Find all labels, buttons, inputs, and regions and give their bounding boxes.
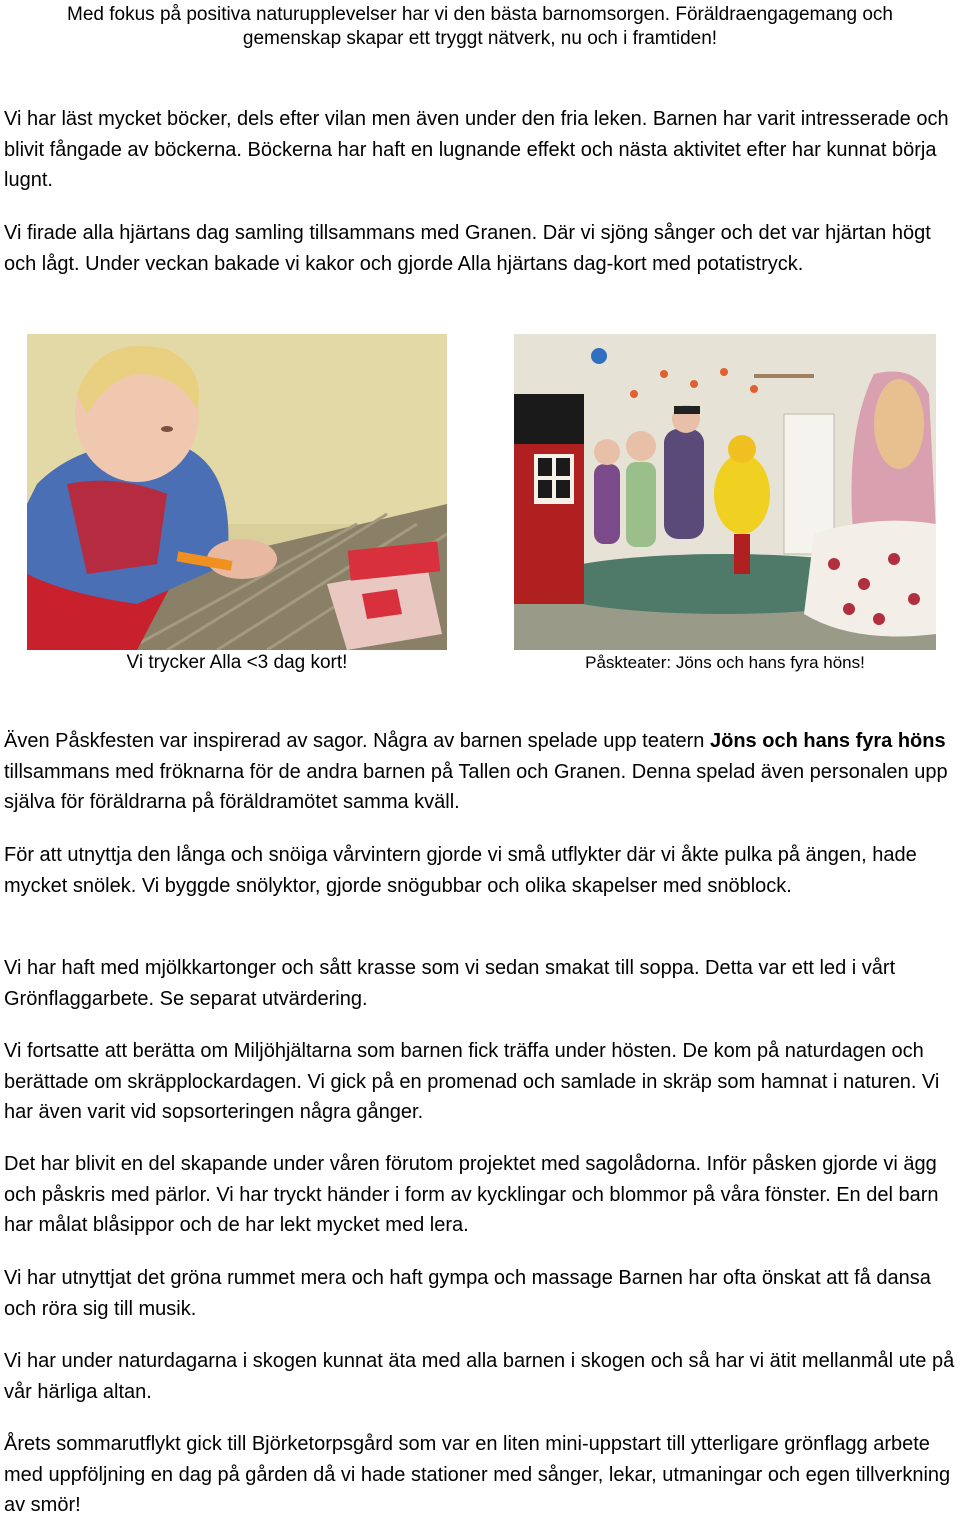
paragraph-summer-trip: Årets sommarutflykt gick till Björketorpsgård som var en liten mini-uppstart till ytterligare grönflagg arbete med uppföljning en dag på gården då vi hade stationer med sånger, lekar, utmaningar och egen tillverkning av smör! xyxy=(4,1433,951,1516)
paragraph-easter xyxy=(4,726,959,818)
header-line-2: gemenskap skapar ett tryggt nätverk, nu och i framtiden! xyxy=(242,28,718,49)
paragraph-valentines: Vi firade alla hjärtans dag samling tillsammans med Granen. Där vi sjöng sånger och det var hjärtan högt och lågt. Under veckan bakade vi kakor och gjorde Alla hjärtans dag-kort med potatistryck. xyxy=(4,222,931,275)
paragraph-forest-days: Vi har under naturdagarna i skogen kunnat äta med alla barnen i skogen och så har vi ätit mellanmål ute på vår härliga altan. xyxy=(4,1350,955,1403)
paragraph-environment-heroes: Vi fortsatte att berätta om Miljöhjältarna som barnen fick träffa under hösten. De kom på naturdagen och berättade om skräpplockardagen. Vi gick på en promenad och samlade in skräp som hamnat i naturen. Vi har även varit vid sopsorteringen några gånger. xyxy=(4,1040,940,1123)
photo-child-printing-image xyxy=(27,334,447,650)
photo-easter-play xyxy=(514,334,936,650)
photo-caption-easter: Påskteater: Jöns och hans fyra höns! xyxy=(585,653,865,672)
paragraph-easter-part-2: tillsammans med fröknarna för de andra barnen på Tallen och Granen. Denna spelad även personalen upp själva för föräldrarna på föräldramötet samma kväll. xyxy=(4,760,948,813)
paragraph-green-room: Vi har utnyttjat det gröna rummet mera och haft gympa och massage Barnen har ofta önskat att få dansa och röra sig till musik. xyxy=(4,1267,931,1320)
paragraph-cress: Vi har haft med mjölkkartonger och sått krasse som vi sedan smakat till soppa. Detta var ett led i vårt Grönflaggarbete. Se separat utvärdering. xyxy=(4,957,896,1010)
photo-caption-printing: Vi trycker Alla <3 dag kort! xyxy=(126,652,348,673)
paragraph-crafts: Det har blivit en del skapande under våren förutom projektet med sagolådorna. Inför påsken gjorde vi ägg och påskris med pärlor. Vi har tryckt händer i form av kycklingar och blommor på våra fönster. En del barn har målat blåsippor och de har lekt mycket med lera. xyxy=(4,1153,939,1236)
header-line-1: Med fokus på positiva naturupplevelser har vi den bästa barnomsorgen. Föräldraengagemang och xyxy=(67,4,893,25)
photo-easter-play-image xyxy=(514,334,936,650)
play-title: Jöns och hans fyra höns xyxy=(710,730,946,752)
photo-child-printing xyxy=(27,334,447,650)
paragraph-winter: För att utnyttja den långa och snöiga vårvintern gjorde vi små utflykter där vi åkte pulka på ängen, hade mycket snölek. Vi byggde snölyktor, gjorde snögubbar och olika skapelser med snöblock. xyxy=(4,844,917,897)
paragraph-easter-part-1: Även Påskfesten var inspirerad av sagor. Några av barnen spelade upp teatern xyxy=(4,730,710,752)
paragraph-reading: Vi har läst mycket böcker, dels efter vilan men även under den fria leken. Barnen har varit intresserade och blivit fångade av böckerna. Böckerna har haft en lugnande effekt och nästa aktivitet efter har kunnat börja lugnt. xyxy=(4,108,949,191)
page-header xyxy=(0,3,960,51)
